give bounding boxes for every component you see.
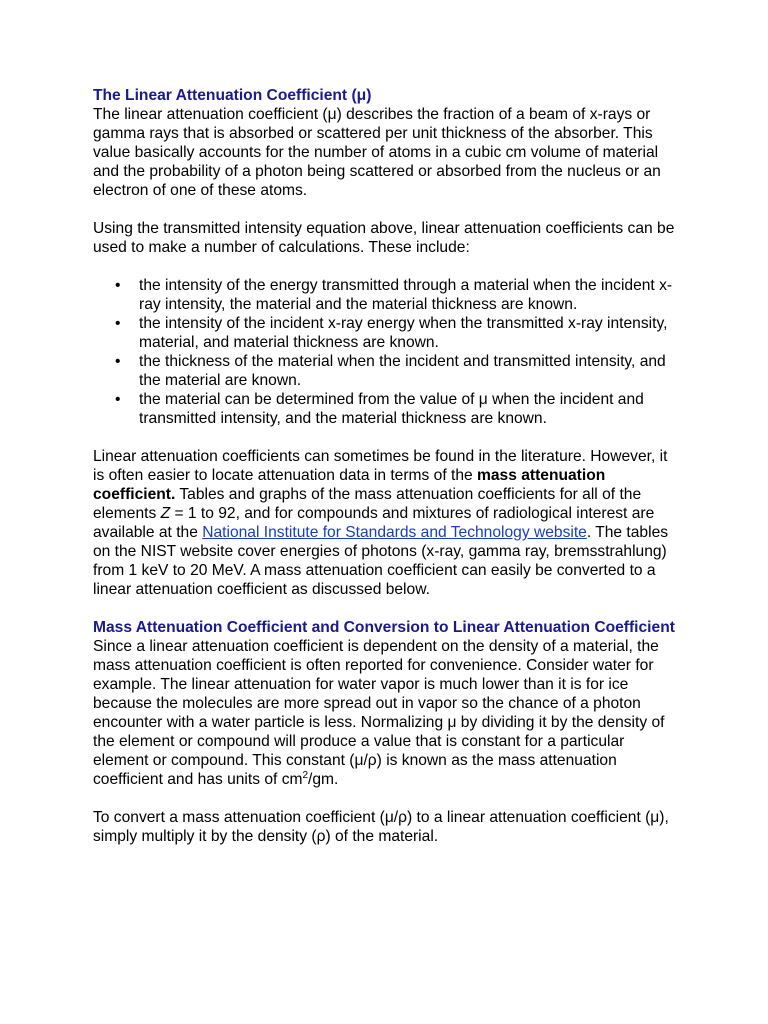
paragraph-mass-attenuation-explanation (93, 637, 678, 789)
superscript: 2 (302, 769, 309, 781)
document-page (93, 86, 678, 846)
text-run: = 1 to 92, and for compounds and mixtures of radiological interest are available at the (93, 505, 655, 541)
bullet-icon: • (115, 353, 121, 370)
list-item-text: the intensity of the incident x-ray energy when the transmitted x-ray intensity, material, and material thickness are known. (139, 315, 668, 351)
nist-website-link[interactable]: National Institute for Standards and Technology website (202, 524, 587, 541)
text-run: Tables and graphs of the mass attenuation coefficients for all of the elements (93, 486, 642, 522)
bullet-icon: • (115, 315, 121, 332)
bullet-icon: • (115, 391, 121, 408)
list-item (93, 314, 678, 352)
list-item-text: the intensity of the energy transmitted through a material when the incident x-ray intensity, the material and the material thickness are known. (139, 277, 673, 313)
paragraph-mass-attenuation-sources (93, 447, 678, 599)
paragraph-linear-attenuation-definition: The linear attenuation coefficient (μ) describes the fraction of a beam of x-rays or gamma rays that is absorbed or scattered per unit thickness of the absorber. This value basically accounts for the number of atoms in a cubic cm volume of material and the probability of a photon being scattered or absorbed from the nucleus or an electron of one of these atoms. (93, 106, 661, 199)
list-item (93, 390, 678, 428)
list-item-text: the material can be determined from the value of μ when the incident and transmitted intensity, and the material thickness are known. (139, 391, 644, 427)
z-symbol: Z (160, 505, 171, 522)
paragraph-calculations-intro: Using the transmitted intensity equation above, linear attenuation coefficients can be used to make a number of calculations. These include: (93, 220, 675, 256)
paragraph-conversion: To convert a mass attenuation coefficient (μ/ρ) to a linear attenuation coefficient (μ), simply multiply it by the density (ρ) of the material. (93, 809, 669, 845)
text-run: /gm. (308, 771, 339, 788)
list-item (93, 352, 678, 390)
text-run: . The tables on the NIST website cover energies of photons (x-ray, gamma ray, bremsstrahlung) from 1 keV to 20 MeV. A mass attenuation coefficient can easily be converted to a linear attenuation coefficient as discussed below. (93, 524, 669, 598)
mass-attenuation-term: mass attenuation coefficient. (93, 467, 606, 503)
section-heading-linear-attenuation: The Linear Attenuation Coefficient (μ) (93, 87, 372, 104)
list-item-text: the thickness of the material when the incident and transmitted intensity, and the material are known. (139, 353, 666, 389)
calculations-list (93, 276, 678, 428)
text-run: Linear attenuation coefficients can sometimes be found in the literature. However, it is often easier to locate attenuation data in terms of the (93, 448, 668, 484)
text-run: Since a linear attenuation coefficient is dependent on the density of a material, the mass attenuation coefficient is often reported for convenience. Consider water for example. The linear attenuation for water vapor is much lower than it is for ice because the molecules are more spread out in vapor so the chance of a photon encounter with a water particle is less. Normalizing μ by dividing it by the density of the element or compound will produce a value that is constant for a particular element or compound. This constant (μ/ρ) is known as the mass attenuation coefficient and has units of cm (93, 638, 665, 788)
section-heading-mass-attenuation: Mass Attenuation Coefficient and Conversion to Linear Attenuation Coefficient (93, 619, 675, 636)
bullet-icon: • (115, 277, 121, 294)
list-item (93, 276, 678, 314)
